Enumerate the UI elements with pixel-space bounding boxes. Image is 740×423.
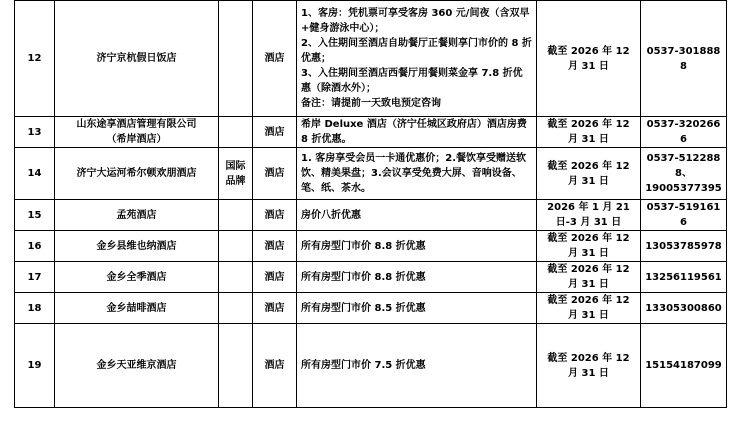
hotel-name-line: 孟苑酒店: [116, 209, 157, 221]
validity-date-cell: [537, 1, 641, 117]
category-cell: [219, 200, 253, 231]
hotel-name-cell: [55, 262, 219, 293]
phone-line: 15154187099: [645, 360, 722, 371]
offer-line: 2、入住期间至酒店自助餐厅正餐则享门市价的 8 折优惠；: [301, 38, 532, 64]
table-row: [15, 262, 727, 293]
phone-cell: [641, 231, 727, 262]
business-type-cell: 酒店: [253, 231, 297, 262]
category-line: 品牌: [225, 175, 246, 187]
phone-cell: [641, 324, 727, 408]
phone-line: 0537-5191616: [646, 202, 721, 228]
business-type-cell: 酒店: [253, 148, 297, 200]
category-cell: [219, 117, 253, 148]
phone-cell: [641, 148, 727, 200]
validity-date-cell: [537, 293, 641, 324]
phone-line: 13053785978: [645, 240, 722, 252]
phone-line: 0537-5122888、: [646, 153, 721, 179]
phone-cell: [641, 1, 727, 117]
validity-date-line: 月 31 日: [568, 310, 609, 321]
offer-line: 所有房型门市价 8.8 折优惠: [301, 271, 426, 283]
phone-cell: [641, 117, 727, 148]
category-cell: [219, 1, 253, 117]
validity-date-line: 截至 2026 年 12: [547, 119, 630, 130]
offer-cell: [297, 148, 537, 200]
row-number-cell: 15: [15, 200, 55, 231]
table-row: [15, 1, 727, 117]
phone-cell: [641, 293, 727, 324]
offer-line: 1、客房：凭机票可享受客房 360 元/间夜（含双早+健身游泳中心）；: [301, 8, 530, 34]
phone-line: 13256119561: [645, 271, 722, 283]
validity-date-cell: [537, 262, 641, 293]
offer-line: 3、入住期间至酒店西餐厅用餐则菜金享 7.8 折优惠（除酒水外）；: [301, 68, 523, 94]
hotel-name-cell: [55, 231, 219, 262]
category-cell: [219, 293, 253, 324]
hotel-name-line: 济宁京杭假日饭店: [96, 53, 177, 64]
validity-date-line: 截至 2026 年 12: [547, 352, 630, 364]
hotel-name-cell: [55, 200, 219, 231]
validity-date-cell: [537, 200, 641, 231]
table-row: [15, 324, 727, 408]
category-cell: [219, 324, 253, 408]
hotel-name-cell: [55, 148, 219, 200]
hotel-name-cell: [55, 324, 219, 408]
validity-date-line: 月 31 日: [568, 248, 609, 259]
validity-date-cell: [537, 231, 641, 262]
row-number-cell: 16: [15, 231, 55, 262]
hotel-discount-table: [14, 0, 727, 408]
offer-line: 1. 客房享受会员一卡通优惠价；2.餐饮享受赠送软饮、精美果盘；3.会议享受免费大屏、音响设备、笔、纸、茶水。: [301, 153, 526, 194]
offer-line: 所有房型门市价 8.8 折优惠: [301, 240, 426, 252]
row-number-cell: 14: [15, 148, 55, 200]
business-type-cell: 酒店: [253, 200, 297, 231]
business-type-cell: 酒店: [253, 262, 297, 293]
phone-line: 0537-3202666: [646, 119, 721, 145]
offer-cell: [297, 1, 537, 117]
validity-date-cell: [537, 117, 641, 148]
category-cell: [219, 262, 253, 293]
offer-line: 房价八折优惠: [301, 209, 361, 221]
category-cell: [219, 231, 253, 262]
validity-date-line: 月 31 日: [568, 367, 609, 379]
table-row: [15, 200, 727, 231]
offer-line: 希岸 Deluxe 酒店（济宁任城区政府店）酒店房费 8 折优惠。: [301, 119, 527, 145]
hotel-name-line: 济宁大运河希尔顿欢朋酒店: [76, 168, 197, 179]
offer-cell: [297, 324, 537, 408]
phone-cell: [641, 200, 727, 231]
hotel-name-line: 金乡全季酒店: [106, 271, 167, 283]
validity-date-line: 截至 2026 年 12: [547, 295, 630, 306]
category-line: 国际: [225, 160, 246, 172]
validity-date-cell: [537, 324, 641, 408]
table-row: [15, 117, 727, 148]
hotel-name-line: 金乡喆啡酒店: [106, 302, 167, 314]
offer-cell: [297, 117, 537, 148]
row-number-cell: 19: [15, 324, 55, 408]
validity-date-line: 截至 2026 年 12: [547, 45, 630, 57]
offer-line: 所有房型门市价 8.5 折优惠: [301, 302, 426, 314]
table-body: [15, 1, 727, 408]
offer-cell: [297, 231, 537, 262]
validity-date-line: 日-3 月 31 日: [555, 217, 622, 228]
phone-line: 0537-3018888: [646, 45, 721, 72]
hotel-name-line: 山东途享酒店管理有限公司: [76, 119, 197, 130]
validity-date-line: 月 31 日: [568, 175, 609, 187]
row-number-cell: 12: [15, 1, 55, 117]
hotel-name-line: 金乡县维也纳酒店: [96, 240, 177, 252]
row-number-cell: 13: [15, 117, 55, 148]
validity-date-cell: [537, 148, 641, 200]
hotel-name-cell: [55, 293, 219, 324]
business-type-cell: 酒店: [253, 117, 297, 148]
validity-date-line: 月 31 日: [568, 60, 609, 72]
row-number-cell: 17: [15, 262, 55, 293]
validity-date-line: 截至 2026 年 12: [547, 160, 630, 172]
category-cell: [219, 148, 253, 200]
phone-cell: [641, 262, 727, 293]
hotel-name-cell: [55, 117, 219, 148]
offer-line: 备注：请提前一天致电预定咨询: [301, 98, 441, 109]
business-type-cell: 酒店: [253, 1, 297, 117]
validity-date-line: 月 31 日: [568, 279, 609, 290]
offer-line: 所有房型门市价 7.5 折优惠: [301, 360, 426, 371]
validity-date-line: 截至 2026 年 12: [547, 233, 630, 244]
table-row: [15, 148, 727, 200]
hotel-name-line: 金乡天亚维京酒店: [96, 360, 177, 371]
hotel-name-cell: [55, 1, 219, 117]
offer-cell: [297, 200, 537, 231]
offer-cell: [297, 262, 537, 293]
row-number-cell: 18: [15, 293, 55, 324]
validity-date-line: 月 31 日: [568, 134, 609, 145]
validity-date-line: 截至 2026 年 12: [547, 264, 630, 275]
offer-cell: [297, 293, 537, 324]
table-row: [15, 293, 727, 324]
validity-date-line: 2026 年 1 月 21: [547, 202, 630, 213]
phone-line: 13305300860: [645, 302, 722, 314]
table-row: [15, 231, 727, 262]
hotel-name-line: （希岸酒店）: [106, 134, 167, 145]
phone-line: 19005377395: [645, 183, 722, 194]
business-type-cell: 酒店: [253, 293, 297, 324]
business-type-cell: 酒店: [253, 324, 297, 408]
